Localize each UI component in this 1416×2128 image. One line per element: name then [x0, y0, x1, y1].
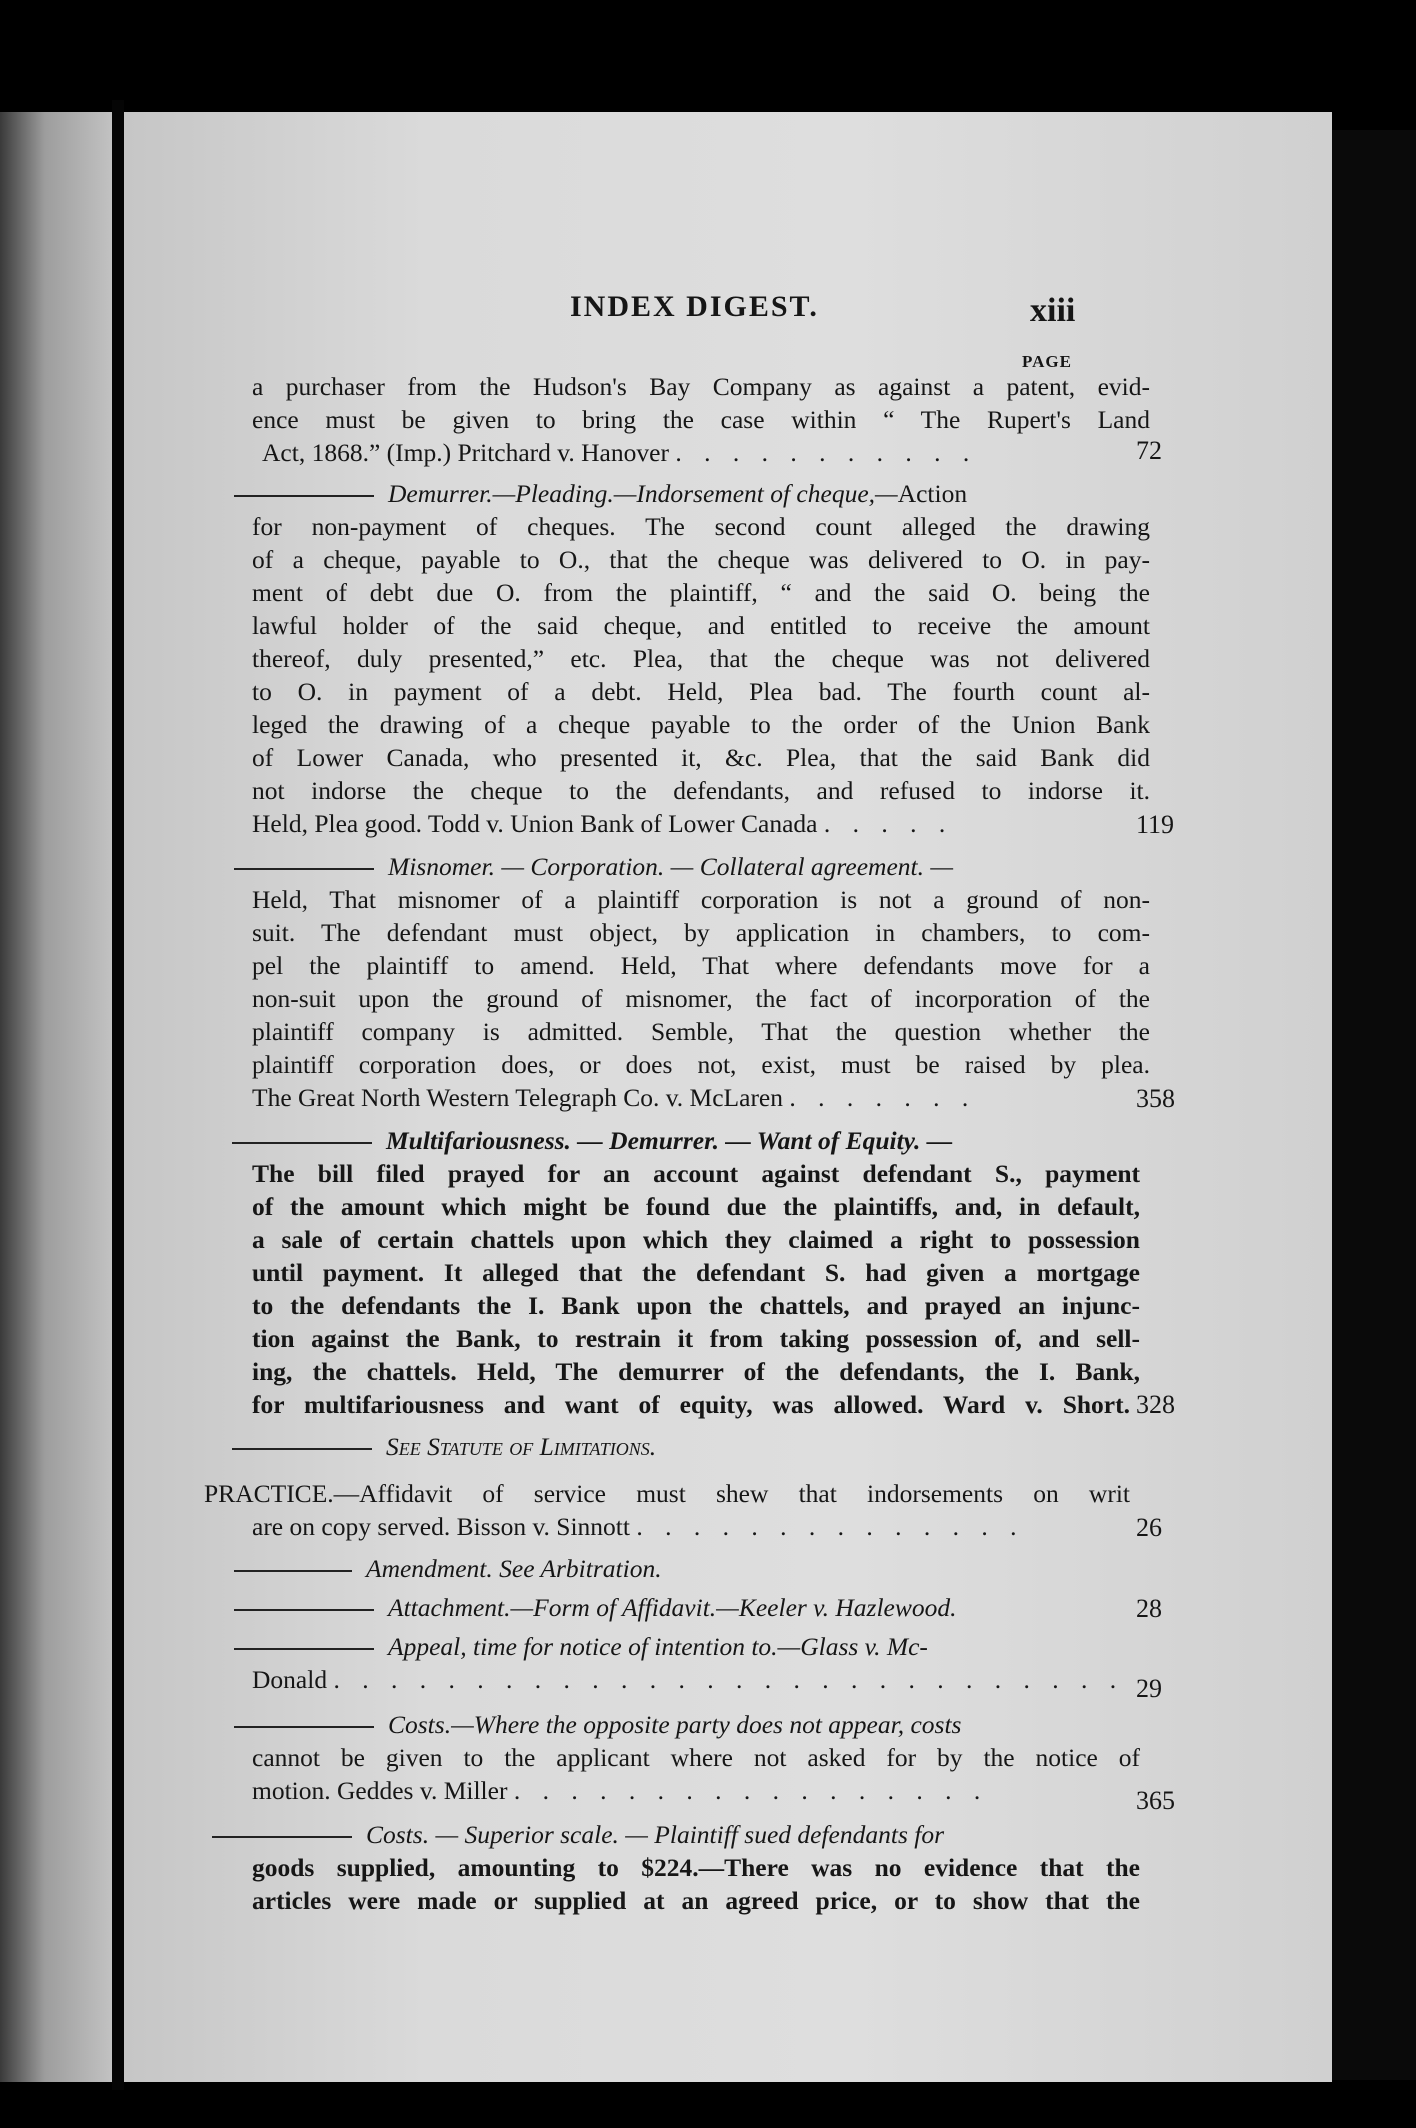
cross-reference: See Statute of Limitations. — [232, 1430, 1152, 1463]
running-header: INDEX DIGEST. — [570, 290, 819, 323]
cross-reference: Amendment. See Arbitration. — [234, 1552, 1154, 1585]
entry-line: a sale of certain chattels upon which they claimed a right to possession — [252, 1225, 1140, 1254]
entry-line: Held, That misnomer of a plaintiff corporation is not a ground of non- — [252, 885, 1150, 914]
entry-line: are on copy served. Bisson v. Sinnott . . . . . . . . . . . . . . — [252, 1512, 1025, 1541]
entry-heading: Costs. — Superior scale. — Plaintiff sued defendants for — [212, 1818, 1152, 1851]
entry-page-ref: 72 — [1136, 436, 1162, 465]
entry-line: plaintiff corporation does, or does not, exist, must be raised by plea. — [252, 1050, 1150, 1079]
entry-line: Act, 1868.” (Imp.) Pritchard v. Hanover . . . . . . . . . . . — [262, 438, 978, 467]
entry-line: to O. in payment of a debt. Held, Plea bad. The fourth count al- — [252, 677, 1150, 706]
entry-line: articles were made or supplied at an agreed price, or to show that the — [252, 1886, 1140, 1915]
entry-page-ref: 26 — [1136, 1513, 1162, 1542]
entry-line: plaintiff company is admitted. Semble, That the question whether the — [252, 1017, 1150, 1046]
entry-heading: Demurrer.—Pleading.—Indorsement of cheque,—Action — [234, 477, 1154, 510]
entry-line: for multifariousness and want of equity, was allowed. Ward v. Short. — [252, 1390, 1130, 1419]
entry-line: for non-payment of cheques. The second count alleged the drawing — [252, 512, 1150, 541]
book-page — [124, 112, 1332, 2082]
entry-heading: Multifariousness. — Demurrer. — Want of Equity. — — [232, 1124, 1152, 1157]
entry-page-ref: 28 — [1136, 1594, 1162, 1623]
entry-page-ref: 365 — [1136, 1786, 1175, 1815]
binding-gutter — [112, 100, 124, 2090]
page-column-label: PAGE — [1022, 352, 1072, 371]
entry-line: suit. The defendant must object, by application in chambers, to com- — [252, 918, 1150, 947]
entry-line: The Great North Western Telegraph Co. v. McLaren . . . . . . . — [252, 1083, 977, 1112]
entry-line: of a cheque, payable to O., that the cheque was delivered to O. in pay- — [252, 545, 1150, 574]
entry-page-ref: 119 — [1136, 810, 1175, 839]
entry-line: goods supplied, amounting to $224.—There was no evidence that the — [252, 1853, 1140, 1882]
entry-heading: PRACTICE.—Affidavit of service must shew that indorsements on writ — [204, 1479, 1130, 1508]
entry-line: ing, the chattels. Held, The demurrer of the defendants, the I. Bank, — [252, 1357, 1140, 1386]
entry-heading: Attachment.—Form of Affidavit.—Keeler v. Hazlewood. — [234, 1591, 1154, 1624]
entry-heading: Costs.—Where the opposite party does not appear, costs — [234, 1708, 1154, 1741]
entry-line: not indorse the cheque to the defendants, and refused to indorse it. — [252, 776, 1150, 805]
entry-line: leged the drawing of a cheque payable to the order of the Union Bank — [252, 710, 1150, 739]
entry-line: ment of debt due O. from the plaintiff, “ and the said O. being the — [252, 578, 1150, 607]
entry-line: of Lower Canada, who presented it, &c. Plea, that the said Bank did — [252, 743, 1150, 772]
adjacent-page-edge — [0, 112, 112, 2082]
entry-line: Donald . . . . . . . . . . . . . . . . . . . . . . . . . . . . — [252, 1665, 1125, 1694]
entry-line: ence must be given to bring the case within “ The Rupert's Land — [252, 405, 1150, 434]
entry-line: until payment. It alleged that the defendant S. had given a mortgage — [252, 1258, 1140, 1287]
entry-line: The bill filed prayed for an account against defendant S., payment — [252, 1159, 1140, 1188]
entry-line: of the amount which might be found due the plaintiffs, and, in default, — [252, 1192, 1140, 1221]
entry-line: tion against the Bank, to restrain it from taking possession of, and sell- — [252, 1324, 1140, 1353]
page-number: xiii — [1030, 292, 1076, 329]
entry-line: pel the plaintiff to amend. Held, That where defendants move for a — [252, 951, 1150, 980]
entry-line: motion. Geddes v. Miller . . . . . . . . . . . . . . . . . — [252, 1776, 989, 1805]
entry-line: Held, Plea good. Todd v. Union Bank of Lower Canada . . . . . — [252, 809, 954, 838]
entry-heading: Appeal, time for notice of intention to.—Glass v. Mc- — [234, 1630, 1154, 1663]
entry-page-ref: 29 — [1136, 1674, 1162, 1703]
entry-line: non-suit upon the ground of misnomer, the fact of incorporation of the — [252, 984, 1150, 1013]
entry-line: cannot be given to the applicant where not asked for by the notice of — [252, 1743, 1140, 1772]
entry-page-ref: 328 — [1136, 1390, 1175, 1419]
entry-page-ref: 358 — [1136, 1084, 1175, 1113]
entry-heading: Misnomer. — Corporation. — Collateral agreement. — — [234, 850, 1154, 883]
entry-line: thereof, duly presented,” etc. Plea, that the cheque was not delivered — [252, 644, 1150, 673]
entry-line: lawful holder of the said cheque, and entitled to receive the amount — [252, 611, 1150, 640]
entry-line: a purchaser from the Hudson's Bay Company as against a patent, evid- — [252, 372, 1150, 401]
entry-line: to the defendants the I. Bank upon the chattels, and prayed an injunc- — [252, 1291, 1140, 1320]
